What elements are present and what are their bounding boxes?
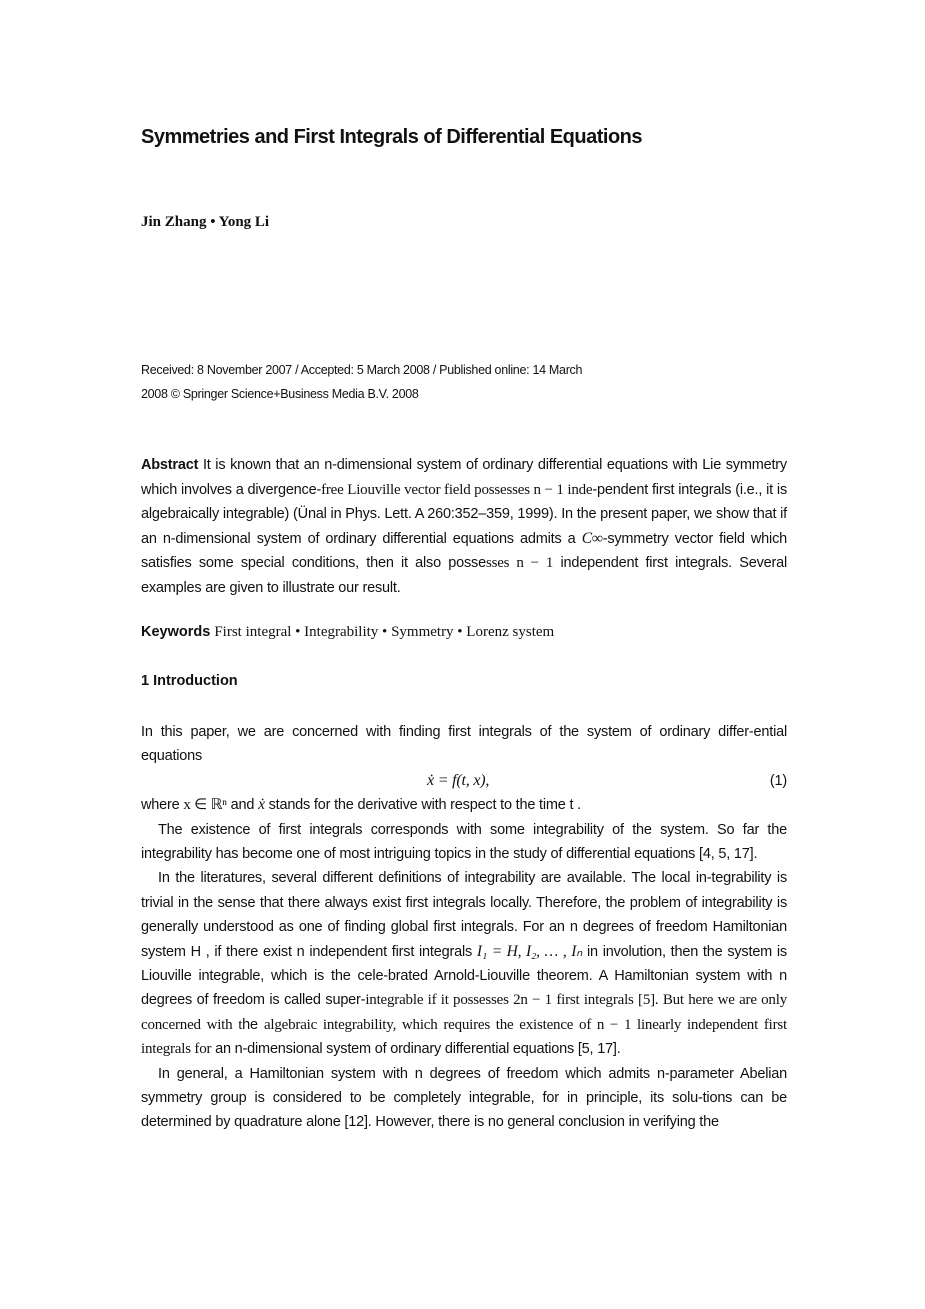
intro-paragraph-4: In general, a Hamiltonian system with n degrees of freedom which admits n-parameter Abelian symmetry group is considered to be completely integrable, for in principle, its solu-tions can be determined by quadrature alone [12]. However, there is no general conclusion in verifying the [141, 1065, 787, 1131]
abstract-cinf-math: C∞ [581, 529, 603, 547]
p3-text-f: an n-dimensional system of ordinary differential equations [5, 17]. [211, 1041, 621, 1058]
authors: Jin Zhang • Yong Li [141, 214, 270, 230]
keywords-label: Keywords [141, 624, 211, 640]
p3-math: I₁ = H, I₂, … , Iₙ [476, 942, 583, 960]
p3-text-b: in involution, then the system is Liouville integrable, which is the cele-brated Arnold-Liouville theorem. A Hamiltonian system with n degrees of freedom is called super- [141, 943, 787, 1009]
abstract-label: Abstract [141, 457, 199, 473]
p3-text-a: In the literatures, several different definitions of integrability are available. The local in-tegrability is trivial in the sense that there always exist first integrals locally. Therefore, the problem of integrability is generally understood as one of finding global first integrals. For an n degrees of freedom Hamiltonian system H , if there exist n independent first integrals [141, 870, 787, 960]
where-math: x ∈ ℝⁿ [183, 797, 227, 814]
p3-text-e: algebraic integrability, which requires the existence of n − 1 linearly independent first integrals for [141, 1016, 787, 1058]
intro-paragraph-1: In this paper, we are concerned with finding first integrals of the system of ordinary differ-ential equations [141, 724, 787, 765]
introduction-body [141, 720, 787, 1135]
equation-1 [141, 769, 787, 793]
where-text-b: and [226, 797, 259, 814]
intro-paragraph-2: The existence of first integrals corresponds with some integrability of the system. So far the integrability has become one of most intriguing topics in the study of differential equations [4, 5, 17]. [141, 821, 787, 863]
abstract-text-2: free Liouville vector field possesses n − 1 inde [321, 481, 593, 498]
intro-paragraph-3 [141, 866, 787, 1061]
abstract-text-1: It is known that an n-dimensional system of ordinary differential equations with Lie symmetry which involves a divergence- [141, 457, 787, 498]
keywords [141, 624, 554, 641]
where-text-c: stands for the derivative with respect to the time t . [264, 797, 581, 814]
publication-history [141, 358, 582, 406]
abstract-text-4: -symmetry vector field which satisfies some special conditions, then it also posse [141, 530, 787, 571]
where-text-a: where [141, 797, 184, 814]
p3-text-c: integrable if it possesses 2n − 1 first integrals [5]. But here we are only concerned with t [141, 992, 787, 1033]
abstract [141, 453, 787, 600]
equation-1-number: (1) [769, 772, 787, 789]
where-xdot: ẋ [258, 796, 265, 814]
paper-title: Symmetries and First Integrals of Differential Equations [141, 126, 643, 148]
received-line-2: 2008 © Springer Science+Business Media B.V. 2008 [141, 387, 419, 401]
abstract-text-6: independent first integrals. Several examples are given to illustrate our result. [141, 555, 788, 596]
where-line [141, 793, 787, 817]
keywords-list: First integral • Integrability • Symmetry • Lorenz system [214, 624, 555, 640]
equation-1-math: ẋ = f(t, x), [427, 771, 490, 789]
p3-text-d: he [242, 1016, 264, 1033]
abstract-text-3: -pendent first integrals (i.e., it is algebraically integrable) (Ünal in Phys. Lett. A 260:352–359, 1999). In the present paper, we show that if an n-dimensional system of ordinary differential equations admits a [141, 481, 787, 547]
section-heading: 1 Introduction [141, 673, 238, 689]
abstract-text-5: sses n − 1 [485, 555, 554, 571]
received-line-1: Received: 8 November 2007 / Accepted: 5 March 2008 / Published online: 14 March [141, 363, 583, 377]
